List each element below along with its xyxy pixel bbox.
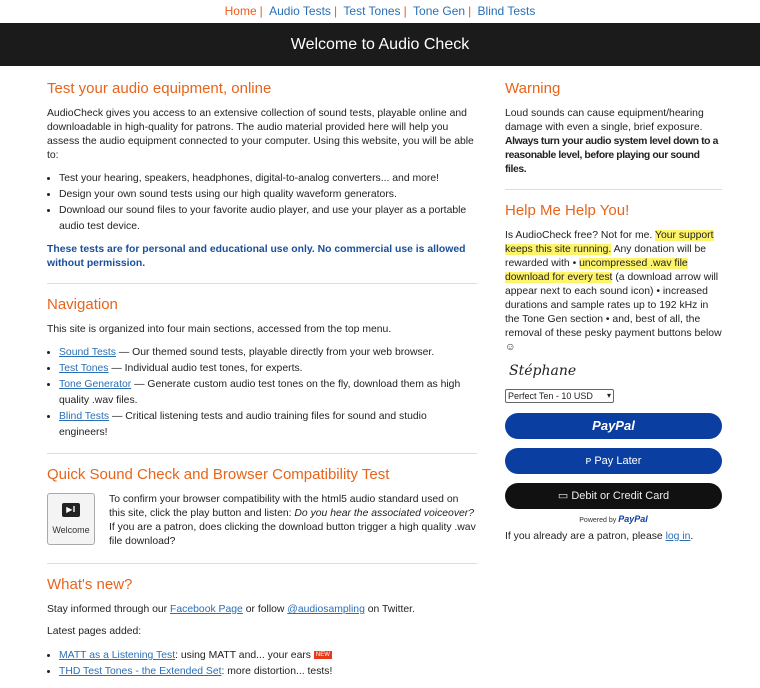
warning-heading: Warning [505,80,561,97]
powered-by [505,514,722,524]
divider [47,283,477,284]
list-item-text: — Generate custom audio test tones on the fly, download them as high quality .wav files. [59,379,461,406]
sound-tests-link[interactable]: Sound Tests [59,347,116,358]
list-item [59,409,477,441]
divider [47,453,477,454]
nav-home[interactable]: Home [224,4,257,18]
list-item [59,345,477,361]
quick-check-section [47,493,477,551]
help-text-2: Any donation will be rewarded with • [505,244,707,269]
paypal-icon: ᴘ [585,455,595,467]
new-badge: NEW [315,652,330,658]
nav-blind-tests[interactable]: Blind Tests [477,4,536,18]
nav-separator: | [259,4,263,18]
divider [505,189,722,190]
help-highlight-1: Your support keeps this site running. [505,230,714,255]
nav-separator: | [468,4,472,18]
page-header [0,23,760,66]
powered-by-text: Powered by [579,517,619,524]
patron-pre: If you already are a patron, please [505,531,666,542]
donation-tier-select[interactable] [505,389,614,403]
whats-new-heading: What's new? [47,576,133,593]
follow-pre: Stay informed through our [47,604,171,615]
warning-bold: Always turn your audio system level down to a reasonable level, before playing our sound files. [505,136,718,175]
list-item [59,361,477,377]
matt-link[interactable]: MATT as a Listening Test [59,649,176,661]
quick-check-text [109,493,477,549]
help-text-1: Is AudioCheck free? Not for me. [505,230,655,241]
list-item-text: — Our themed sound tests, playable directly from your web browser. [116,347,435,358]
login-link[interactable]: log in [665,531,691,542]
nav-separator: | [403,4,407,18]
intro-list [47,171,477,235]
quick-check-question: Do you hear the associated voiceover? [294,508,475,519]
latest-label: Latest pages added: [47,626,142,637]
list-item-text: — Individual audio test tones, for experts. [108,363,303,374]
main-column [47,80,477,688]
thd-link[interactable]: THD Test Tones - the Extended Set [59,665,222,677]
blind-tests-link[interactable]: Blind Tests [59,411,110,422]
patron-text [505,530,722,544]
warning-plain: Loud sounds can cause equipment/hearing damage with even a single, brief exposure. [505,108,704,133]
follow-post: on Twitter. [364,604,415,615]
list-item-text: : using MATT and... your ears [175,649,311,661]
list-item-text: — Critical listening tests and audio training files for sound and studio engineers! [59,411,427,438]
nav-audio-tests[interactable]: Audio Tests [269,4,331,18]
navigation-text: This site is organized into four main sections, accessed from the top menu. [47,324,392,335]
help-text [505,229,722,355]
card-button[interactable] [505,483,722,509]
list-item-text: : more distortion... tests! [221,665,333,677]
list-item [59,377,477,409]
chevron-down-icon: ▾ [606,391,611,400]
donation-tier-value: Perfect Ten - 10 USD [508,391,593,401]
tone-generator-link[interactable]: Tone Generator [59,379,132,390]
divider [47,563,477,564]
nav-test-tones[interactable]: Test Tones [343,4,401,18]
play-pause-icon: ▶‖ [62,503,80,517]
pay-later-label: Pay Later [594,455,642,467]
welcome-audio-button[interactable] [47,493,95,545]
paypal-logo: PayPal [618,514,648,524]
quick-check-heading: Quick Sound Check and Browser Compatibility Test [47,466,390,483]
usage-notice: These tests are for personal and educational use only. No commercial use is allowed without permission. [47,244,466,269]
card-icon: ▭ [557,490,572,502]
list-item: • Design your own sound tests using our high quality waveform generators. [59,187,477,203]
welcome-label: Welcome [52,525,90,535]
paypal-button[interactable]: PayPal [505,413,722,439]
patron-post: . [690,531,694,542]
card-label: Debit or Credit Card [571,490,670,502]
list-item: • Download our sound files to your favorite audio player, and use your player as a portable audio test device. [59,203,477,235]
twitter-link[interactable]: @audiosampling [287,604,365,615]
page-title: Welcome to Audio Check [290,36,470,53]
help-highlight-2: uncompressed .wav file download for every test [505,258,688,283]
quick-check-text-1: To confirm your browser compatibility with the html5 audio standard used on this site, click the play button and listen: [109,494,459,519]
intro-text: AudioCheck gives you access to an extensive collection of sound tests, playable online and downloadable in high-quality for patrons. The audio material provided here will help you assess the audio equipment connected to your computer. Using this website, you will be able to: [47,108,474,161]
follow-text [47,603,477,617]
side-column [505,80,722,552]
nav-tone-gen[interactable]: Tone Gen [413,4,466,18]
quick-check-text-2: If you are a patron, does clicking the download button trigger a high quality .wav file download? [109,522,476,547]
list-item [59,664,477,680]
nav-separator: | [333,4,338,18]
facebook-link[interactable]: Facebook Page [170,604,243,615]
help-text-3: (a download arrow will appear next to each sound icon) • increased durations and sample rates up to 192 kHz in the Tone Gen section • and, best of all, the removal of these pesky payment buttons below ☺ [505,272,722,353]
follow-mid: or follow [242,604,288,615]
test-tones-link[interactable]: Test Tones [59,363,109,374]
help-heading: Help Me Help You! [505,202,630,219]
pay-later-button[interactable] [505,448,722,474]
navigation-heading: Navigation [47,296,118,313]
warning-text [505,107,722,177]
latest-list [47,647,477,680]
top-nav [0,0,760,22]
signature: Stéphane [509,363,577,379]
navigation-list [47,345,477,441]
intro-heading: Test your audio equipment, online [47,80,272,97]
list-item [59,647,477,664]
list-item: • Test your hearing, speakers, headphones, digital-to-analog converters... and more! [59,171,477,187]
